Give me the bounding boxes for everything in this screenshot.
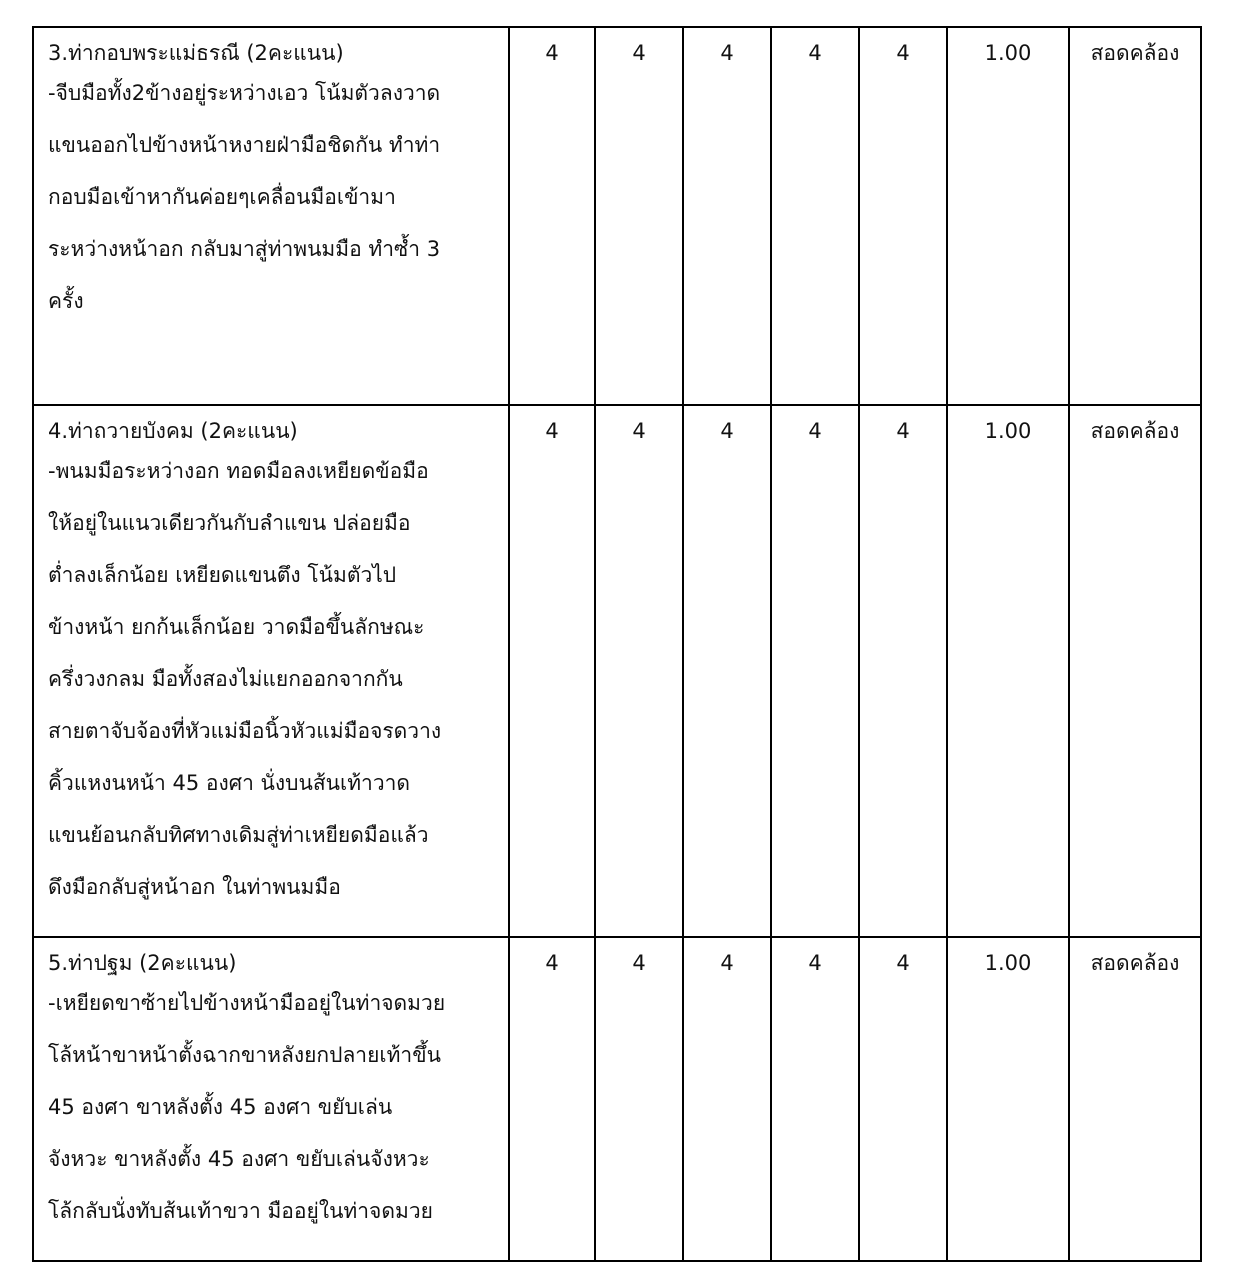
expert-score-cell: 4	[683, 405, 771, 937]
expert-score-cell: 4	[771, 405, 859, 937]
item-description-line: -จีบมือทั้ง2ข้างอยู่ระหว่างเอว โน้มตัวลงวาด	[48, 81, 441, 105]
item-description-line: โล้กลับนั่งทับส้นเท้าขวา มืออยู่ในท่าจดมวย	[48, 1199, 433, 1223]
item-description-cell	[33, 937, 509, 1261]
expert-score-cell: 4	[771, 27, 859, 405]
expert-score-cell: 4	[859, 937, 947, 1261]
expert-score-cell: 4	[859, 405, 947, 937]
table-row	[33, 937, 1201, 1261]
evaluation-table	[32, 26, 1202, 1262]
item-description-line: โล้หน้าขาหน้าตั้งฉากขาหลังยกปลายเท้าขึ้น	[48, 1043, 441, 1067]
item-description-cell	[33, 405, 509, 937]
item-description-line: คิ้วแหงนหน้า 45 องศา นั่งบนส้นเท้าวาด	[48, 771, 411, 795]
ioc-value-cell: 1.00	[947, 27, 1069, 405]
expert-score-cell: 4	[509, 937, 595, 1261]
item-description-line: 45 องศา ขาหลังตั้ง 45 องศา ขยับเล่น	[48, 1095, 393, 1119]
ioc-value-cell: 1.00	[947, 405, 1069, 937]
item-description-cell	[33, 27, 509, 405]
item-description-line: ครั้ง	[48, 289, 84, 313]
item-description-line: ต่ำลงเล็กน้อย เหยียดแขนตึง โน้มตัวไป	[48, 563, 397, 587]
table-body	[33, 27, 1201, 1261]
item-description-line: ครึ่งวงกลม มือทั้งสองไม่แยกออกจากกัน	[48, 667, 403, 691]
expert-score-cell: 4	[595, 27, 683, 405]
result-cell: สอดคล้อง	[1069, 405, 1201, 937]
expert-score-cell: 4	[683, 937, 771, 1261]
item-description-line: ดึงมือกลับสู่หน้าอก ในท่าพนมมือ	[48, 875, 341, 899]
item-description-line: จังหวะ ขาหลังตั้ง 45 องศา ขยับเล่นจังหวะ	[48, 1147, 430, 1171]
item-title: 3.ท่ากอบพระแม่ธรณี (2คะแนน)	[48, 41, 344, 65]
table-row	[33, 405, 1201, 937]
expert-score-cell: 4	[595, 405, 683, 937]
expert-score-cell: 4	[509, 405, 595, 937]
item-description-line: ให้อยู่ในแนวเดียวกันกับลำแขน ปล่อยมือ	[48, 511, 411, 535]
item-description-line: สายตาจับจ้องที่หัวแม่มือนิ้วหัวแม่มือจรดวาง	[48, 719, 442, 743]
result-cell: สอดคล้อง	[1069, 27, 1201, 405]
expert-score-cell: 4	[771, 937, 859, 1261]
item-description-line: -พนมมือระหว่างอก ทอดมือลงเหยียดข้อมือ	[48, 459, 429, 483]
expert-score-cell: 4	[683, 27, 771, 405]
table-row	[33, 27, 1201, 405]
item-description-line: กอบมือเข้าหากันค่อยๆเคลื่อนมือเข้ามา	[48, 185, 396, 209]
ioc-value-cell: 1.00	[947, 937, 1069, 1261]
item-title: 4.ท่าถวายบังคม (2คะแนน)	[48, 419, 298, 443]
expert-score-cell: 4	[509, 27, 595, 405]
item-description-line: -เหยียดขาซ้ายไปข้างหน้ามืออยู่ในท่าจดมวย	[48, 991, 446, 1015]
item-description-line: แขนย้อนกลับทิศทางเดิมสู่ท่าเหยียดมือแล้ว	[48, 823, 429, 847]
expert-score-cell: 4	[595, 937, 683, 1261]
item-description-line: ข้างหน้า ยกก้นเล็กน้อย วาดมือขึ้นลักษณะ	[48, 615, 425, 639]
item-description-line: ระหว่างหน้าอก กลับมาสู่ท่าพนมมือ ทำซ้ำ 3	[48, 237, 441, 261]
item-description-line: แขนออกไปข้างหน้าหงายฝ่ามือชิดกัน ทำท่า	[48, 133, 441, 157]
item-title: 5.ท่าปฐม (2คะแนน)	[48, 951, 237, 975]
result-cell: สอดคล้อง	[1069, 937, 1201, 1261]
expert-score-cell: 4	[859, 27, 947, 405]
